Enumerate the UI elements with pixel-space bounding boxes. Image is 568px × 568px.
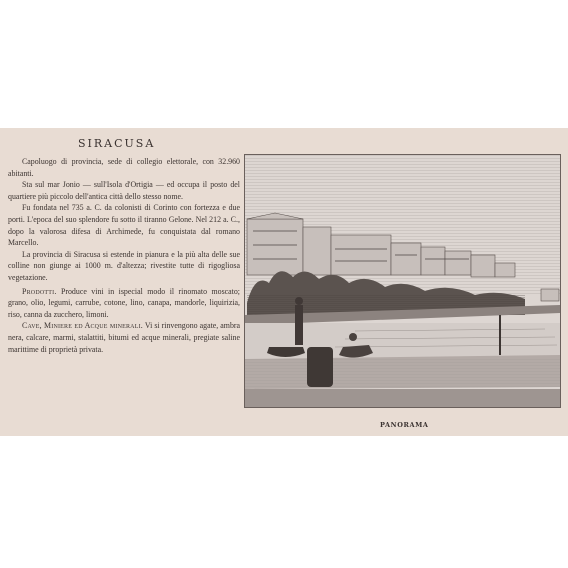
paragraph-intro: Capoluogo di provincia, sede di collegio elettorale, con 32.960 abitanti. xyxy=(8,157,240,178)
bollard xyxy=(307,347,333,387)
mines-text: Vi si rinvengono agate, ambra nera, calcare, marmi, stalattiti, bitumi ed acque minerali, pregiate saline marittime di proprietà privata. xyxy=(8,321,241,354)
panorama-image xyxy=(245,155,560,407)
paragraph-products xyxy=(8,286,240,321)
page-title: SIRACUSA xyxy=(78,137,156,150)
text-column xyxy=(8,156,240,355)
mines-heading: Cave, Miniere ed Acque minerali. xyxy=(22,321,143,331)
image-caption: PANORAMA xyxy=(380,421,429,429)
products-text: Produce vini in ispecial modo il rinomato moscato; grano, olio, legumi, carrube, cotone, lino, canapa, mandorle, liquirizia, riso, canna da zucchero, limoni. xyxy=(8,286,240,319)
paragraph-location: Sta sul mar Jonio — sull'Isola d'Ortigia — ed occupa il posto del quartiere più piccolo dell'antica città dello stesso nome. xyxy=(8,180,240,201)
panorama-engraving xyxy=(244,154,561,408)
paragraph-history: Fu fondata nel 735 a. C. da colonisti di Corinto con fortezza e due porti. L'epoca del suo splendore fu sotto il tiranno Gelone. Nel 212 a. C., dopo la valorosa difesa di Archimede, fu conquistata dal romano Marcello. xyxy=(8,203,240,248)
paragraph-province: La provincia di Siracusa si estende in pianura e la più alta delle sue colline non giunge ai 1000 m. d'altezza; rivestite tutte di rigogliosa vegetazione. xyxy=(8,249,240,282)
standing-figure xyxy=(295,305,303,345)
paragraph-mines xyxy=(8,320,240,355)
products-heading: Prodotti. xyxy=(22,286,57,296)
